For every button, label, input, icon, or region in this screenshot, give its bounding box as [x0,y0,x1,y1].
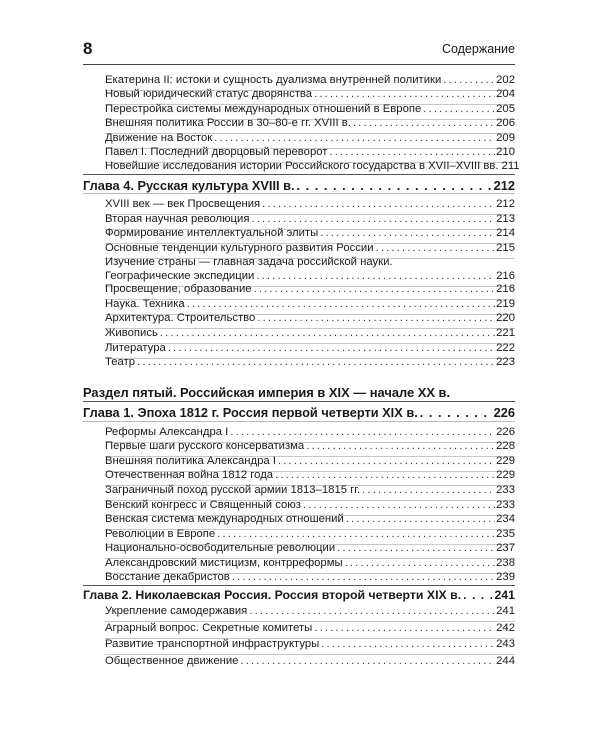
header-rule [83,64,515,65]
part-heading[interactable]: Раздел пятый. Российская империя в XIX — начале XX в. [83,385,451,401]
toc-chapter[interactable]: Глава 4. Русская культура XVIII в. . . . 212 [83,178,515,194]
chapter-rule [83,174,515,175]
toc-chapter[interactable]: Глава 2. Николаевская Россия. Россия второй четверти XIX в. . . . 241 [83,587,515,603]
chapter-rule [83,585,515,586]
entry-page: 216 [496,270,515,283]
toc-entry[interactable]: Внешняя политика Александра I . . . 229 [105,454,515,472]
toc-entry[interactable]: Реформы Александра I . . . 226 [105,425,515,443]
toc-entry[interactable]: Екатерина II: истоки и сущность дуализма внутренней политики . . . 202 [105,73,515,91]
toc-entry[interactable]: Венский конгресс и Священный союз . . . 233 [105,498,515,516]
toc-entry[interactable]: Развитие транспортной инфраструктуры . . . 243 [105,637,515,655]
toc-entry[interactable]: Перестройка системы международных отношений в Европе . . . 205 [105,102,515,120]
toc-entry[interactable]: Революции в Европе . . . 235 [105,527,515,545]
toc-entry[interactable]: Александровский мистицизм, контрреформы . . . 238 [105,556,515,574]
page-header [83,38,515,62]
toc-entry[interactable]: Просвещение, образование . . . 216 [105,282,515,300]
toc-entry[interactable]: Восстание декабристов . . . 239 [105,570,515,584]
toc-entry[interactable]: Национально-освободительные революции . . . 237 [105,541,515,559]
chapter-rule [83,193,515,194]
toc-entry[interactable]: Формирование интеллектуальной элиты . . . 214 [105,226,515,244]
entry-line-1: Изучение страны — главная задача российской науки. [105,256,393,269]
toc-entry[interactable]: Заграничный поход русской армии 1813–1815 гг. . . . 233 [105,483,515,501]
entry-line-2: Географические экспедиции [105,270,255,283]
chapter-rule [83,421,515,422]
toc-entry[interactable]: Новый юридический статус дворянства . . . 204 [105,87,515,105]
toc-entry[interactable]: XVIII век — век Просвещения . . . 212 [105,197,515,215]
toc-entry[interactable]: Наука. Техника . . . 219 [105,297,515,315]
toc-entry[interactable]: Венская система международных отношений . . . 234 [105,512,515,530]
toc-entry[interactable]: Первые шаги русского консерватизма . . . 228 [105,439,515,457]
toc-entry[interactable]: Движение на Восток . . . 209 [105,131,515,149]
running-title: Содержание [441,42,515,56]
toc-entry[interactable]: Живопись . . . 221 [105,326,515,344]
toc-entry[interactable]: Новейшие исследования истории Российского государства в XVII–XVIII вв. 211 [105,160,520,173]
page-number: 8 [83,39,93,58]
toc-entry[interactable]: Общественное движение . . . 244 [105,654,515,668]
toc-entry[interactable]: Архитектура. Строительство . . . 220 [105,311,515,329]
chapter-rule [83,401,515,402]
toc-entry[interactable]: Основные тенденции культурного развития России . . . 215 [105,241,515,259]
toc-entry[interactable]: Литература . . . 222 [105,341,515,359]
toc-chapter[interactable]: Глава 1. Эпоха 1812 г. Россия первой четверти XIX в. . . . 226 [83,405,515,421]
toc-entry[interactable]: Павел I. Последний дворцовый переворот . . . 210 [105,145,515,163]
toc-entry[interactable]: Отечественная война 1812 года . . . 229 [105,468,515,486]
toc-entry[interactable]: Внешняя политика России в 30–80-е гг. XVIII в. . . . 206 [105,116,515,134]
toc-entry[interactable]: Укрепление самодержавия . . . 241 [105,604,515,622]
toc-entry[interactable]: Аграрный вопрос. Секретные комитеты . . . 242 [105,621,515,639]
toc-entry[interactable]: Вторая научная революция . . . 213 [105,212,515,230]
toc-entry[interactable]: Театр . . . 223 [105,355,515,369]
